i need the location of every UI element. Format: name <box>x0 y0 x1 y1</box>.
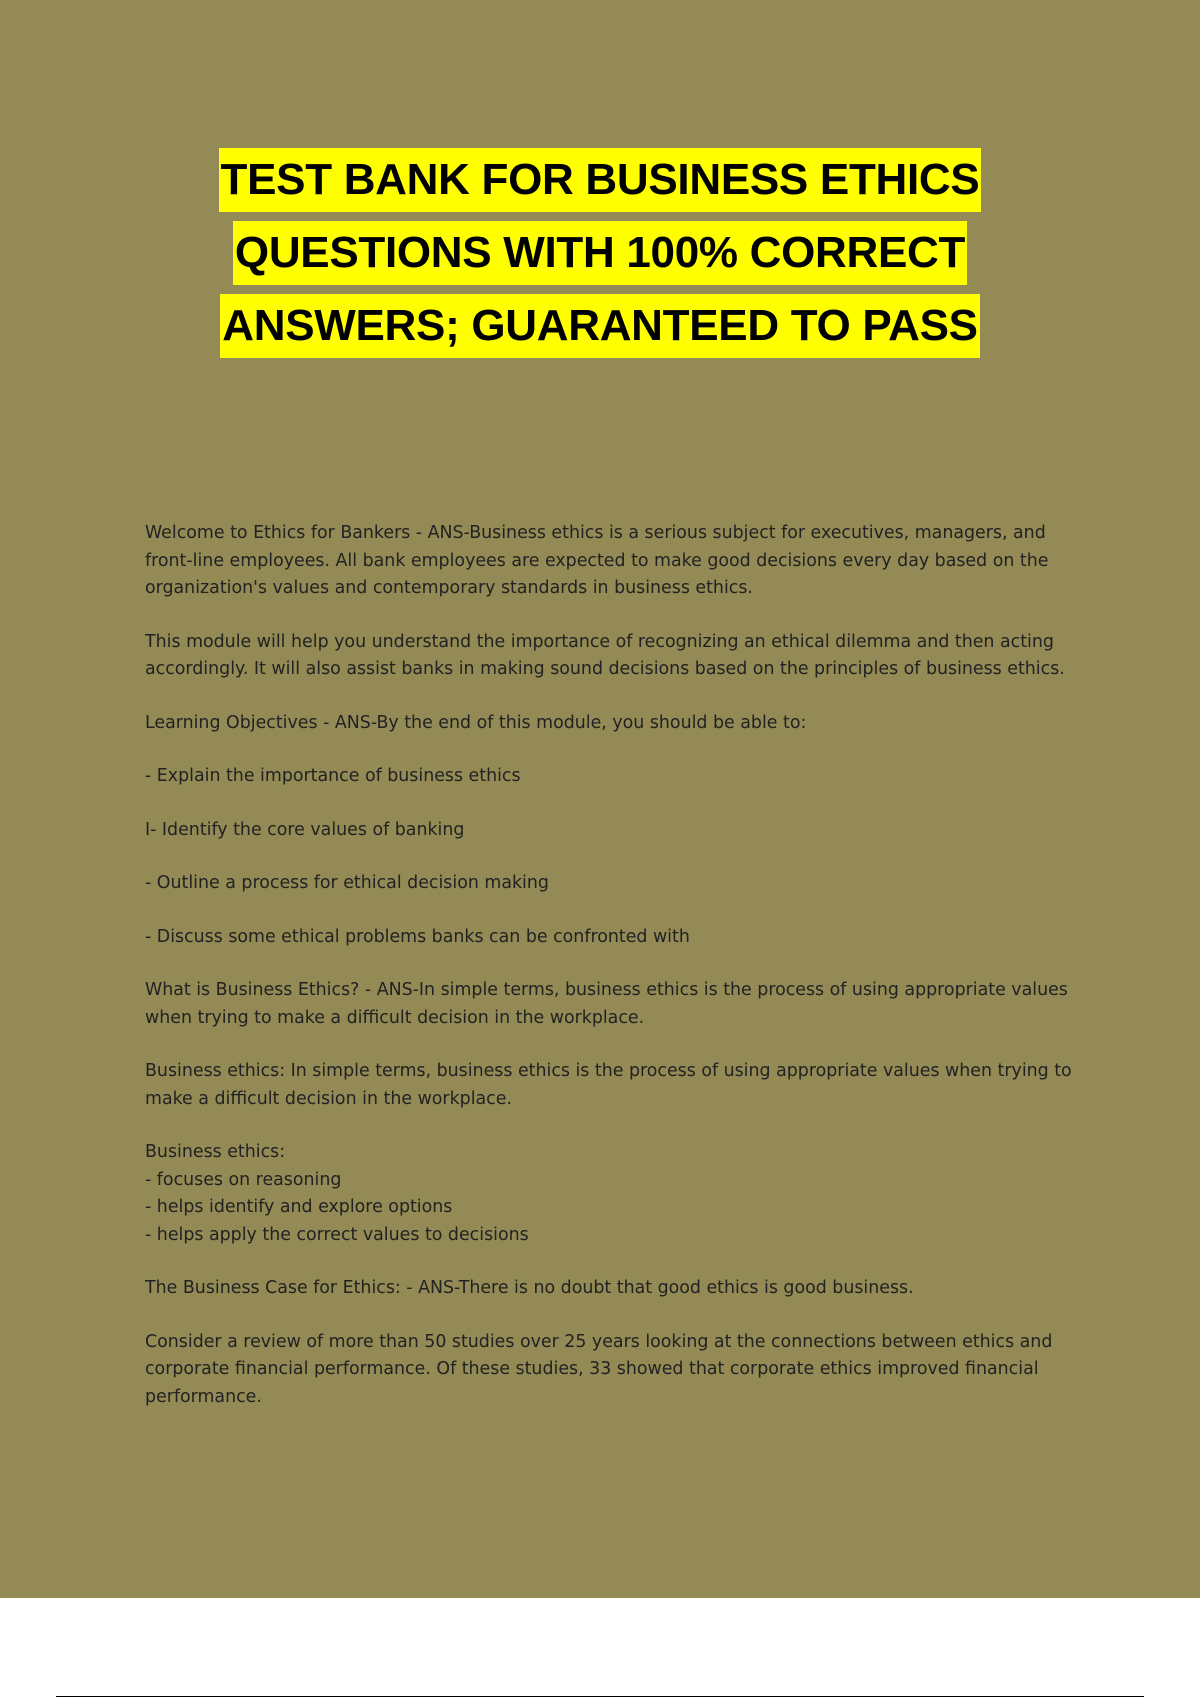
objective-item: - Explain the importance of business ethics <box>145 766 521 786</box>
list-header: Business ethics: <box>145 1142 286 1162</box>
paragraph-business-case: The Business Case for Ethics: - ANS-There is no doubt that good ethics is good business. <box>145 1278 914 1298</box>
business-ethics-list <box>145 1139 1095 1249</box>
list-item: - focuses on reasoning <box>145 1169 342 1190</box>
title-line-1: TEST BANK FOR BUSINESS ETHICS <box>219 148 982 212</box>
title-line-2: QUESTIONS WITH 100% CORRECT <box>233 221 967 285</box>
list-item: - helps apply the correct values to decisions <box>145 1224 529 1245</box>
document-title <box>0 148 1200 367</box>
list-item: - helps identify and explore options <box>145 1197 453 1217</box>
footer-divider-line <box>56 1696 1144 1697</box>
paragraph-welcome: Welcome to Ethics for Bankers - ANS-Business ethics is a serious subject for executives, managers, and front-line employees. All bank employees are expected to make good decisions every day based on the organization's values and contemporary standards in business ethics. <box>145 523 1049 598</box>
objective-item: I- Identify the core values of banking <box>145 819 465 840</box>
paragraph-business-ethics-definition: Business ethics: In simple terms, business ethics is the process of using appropriate values when trying to make a difficult decision in the workplace. <box>145 1061 1072 1109</box>
objective-item: - Discuss some ethical problems banks can be confronted with <box>145 926 690 947</box>
objective-item: - Outline a process for ethical decision making <box>145 873 549 893</box>
document-body <box>145 520 1095 1437</box>
paragraph-module-intro: This module will help you understand the importance of recognizing an ethical dilemma and then acting accordingly. It will also assist banks in making sound decisions based on the principles of business ethics. <box>145 631 1065 679</box>
paragraph-what-is-ethics: What is Business Ethics? - ANS-In simple terms, business ethics is the process of using appropriate values when trying to make a difficult decision in the workplace. <box>145 980 1068 1028</box>
paragraph-learning-objectives: Learning Objectives - ANS-By the end of this module, you should be able to: <box>145 712 807 733</box>
title-line-3: ANSWERS; GUARANTEED TO PASS <box>220 294 979 358</box>
paragraph-studies-review: Consider a review of more than 50 studies over 25 years looking at the connections between ethics and corporate financial performance. Of these studies, 33 showed that corporate ethics improved financial performance. <box>145 1331 1053 1407</box>
